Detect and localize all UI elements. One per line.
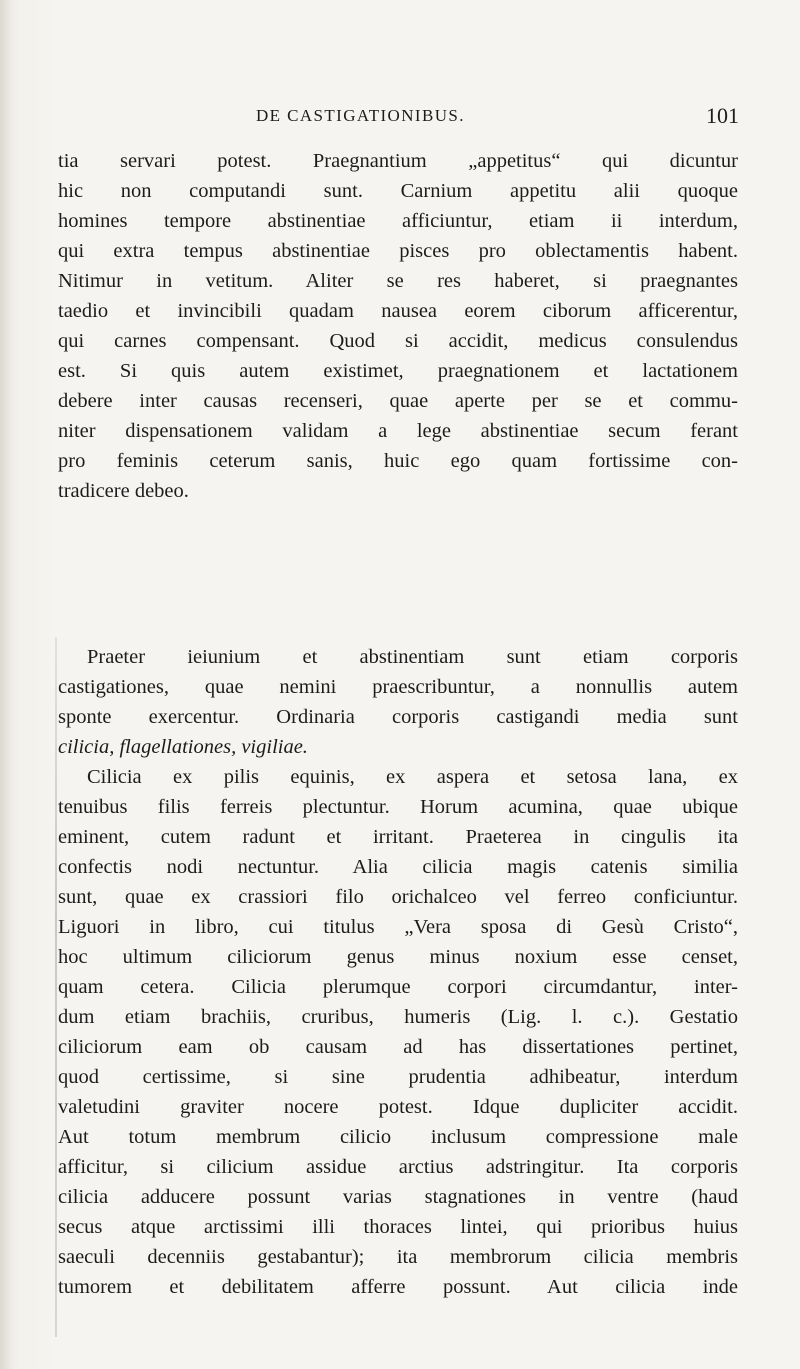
text-line: secus atque arctissimi illi thoraces lintei, qui prioribus huius	[58, 1216, 738, 1238]
text-line: afficitur, si cilicium assidue arctius adstringitur. Ita corporis	[58, 1156, 738, 1178]
text-line: niter dispensationem validam a lege abstinentiae secum ferant	[58, 420, 738, 442]
text-line: hic non computandi sunt. Carnium appetitu alii quoque	[58, 180, 738, 202]
page-number: 101	[706, 103, 739, 128]
paragraph-cilicia	[58, 762, 738, 1302]
paragraph-continuation	[58, 146, 738, 506]
text-line: hoc ultimum ciliciorum genus minus noxium esse censet,	[58, 946, 738, 968]
text-line: Liguori in libro, cui titulus „Vera sposa di Gesù Cristo“,	[58, 916, 738, 938]
text-line: ciliciorum eam ob causam ad has dissertationes pertinet,	[58, 1036, 738, 1058]
text-line: saeculi decenniis gestabantur); ita membrorum cilicia membris	[58, 1246, 738, 1268]
running-title: DE CASTIGATIONIBUS.	[256, 106, 465, 125]
text-line: tenuibus filis ferreis plectuntur. Horum acumina, quae ubique	[58, 796, 738, 818]
text-line: confectis nodi nectuntur. Alia cilicia magis catenis similia	[58, 856, 738, 878]
text-line: tradicere debeo.	[58, 480, 189, 502]
text-line: qui extra tempus abstinentiae pisces pro oblectamentis habent.	[58, 240, 738, 262]
text-line: quam cetera. Cilicia plerumque corpori circumdantur, inter-	[58, 976, 738, 998]
running-head	[0, 100, 800, 130]
text-line: valetudini graviter nocere potest. Idque dupliciter accidit.	[58, 1096, 738, 1118]
text-line: Cilicia ex pilis equinis, ex aspera et setosa lana, ex	[87, 766, 738, 788]
text-line: dum etiam brachiis, cruribus, humeris (Lig. l. c.). Gestatio	[58, 1006, 738, 1028]
text-line: quod certissime, si sine prudentia adhibeatur, interdum	[58, 1066, 738, 1088]
text-line: tia servari potest. Praegnantium „appetitus“ qui dicuntur	[58, 150, 738, 172]
text-line: debere inter causas recenseri, quae aperte per se et commu-	[58, 390, 738, 412]
text-line: eminent, cutem radunt et irritant. Praeterea in cingulis ita	[58, 826, 738, 848]
text-line: homines tempore abstinentiae afficiuntur, etiam ii interdum,	[58, 210, 738, 232]
text-line: taedio et invincibili quadam nausea eorem ciborum afficerentur,	[58, 300, 738, 322]
italic-terms: cilicia, flagellationes, vigiliae.	[58, 736, 308, 758]
text-line: sponte exercentur. Ordinaria corporis castigandi media sunt	[58, 706, 738, 728]
margin-mark	[55, 637, 57, 1337]
text-line: castigationes, quae nemini praescribuntur, a nonnullis autem	[58, 676, 738, 698]
text-line: pro feminis ceterum sanis, huic ego quam fortissime con-	[58, 450, 738, 472]
text-line: tumorem et debilitatem afferre possunt. Aut cilicia inde	[58, 1276, 738, 1298]
paragraph-castigationes	[58, 642, 738, 762]
text-line: sunt, quae ex crassiori filo orichalceo vel ferreo conficiuntur.	[58, 886, 738, 908]
text-line: est. Si quis autem existimet, praegnationem et lactationem	[58, 360, 738, 382]
text-line: Nitimur in vetitum. Aliter se res haberet, si praegnantes	[58, 270, 738, 292]
text-line: qui carnes compensant. Quod si accidit, medicus consulendus	[58, 330, 738, 352]
text-line: Aut totum membrum cilicio inclusum compressione male	[58, 1126, 738, 1148]
scan-edge-shadow	[0, 0, 18, 1369]
text-line: Praeter ieiunium et abstinentiam sunt etiam corporis	[87, 646, 738, 668]
text-line: cilicia adducere possunt varias stagnationes in ventre (haud	[58, 1186, 738, 1208]
